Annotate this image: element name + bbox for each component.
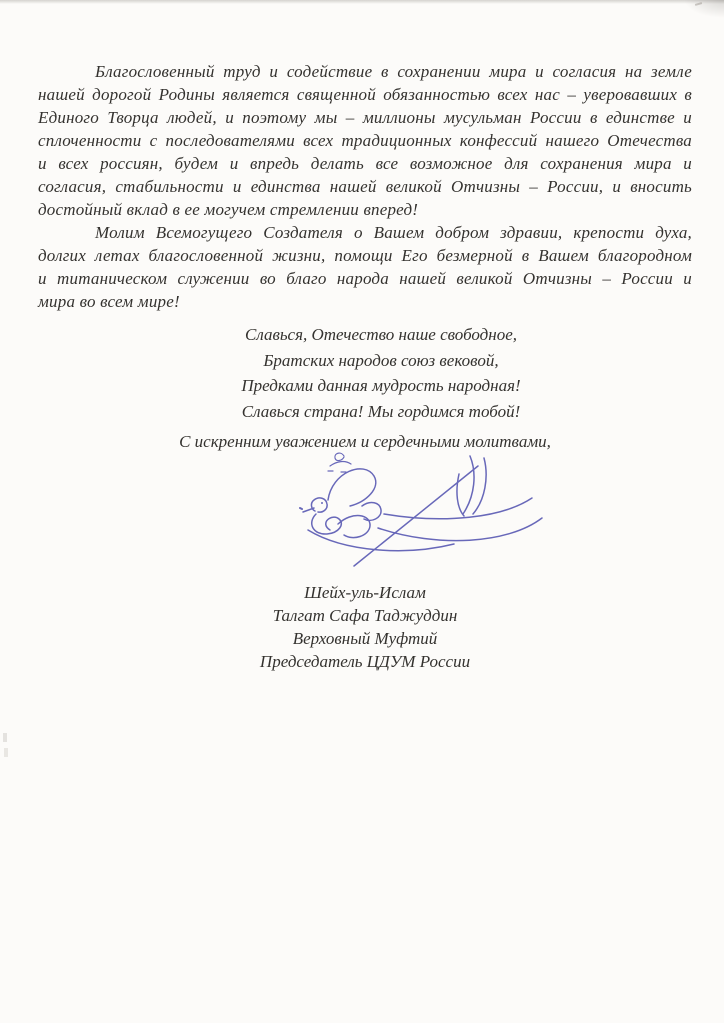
verse-line: Братских народов союз вековой, bbox=[263, 350, 499, 370]
paragraph-1-line: Единого Творца людей, и поэтому мы – миллионы мусульман России в единстве и bbox=[38, 108, 692, 127]
handwritten-signature bbox=[266, 446, 550, 574]
paragraph-2-line: Молим Всемогущего Создателя о Вашем добром здравии, крепости духа, bbox=[95, 223, 692, 242]
verse-line: Славься, Отечество наше свободное, bbox=[244, 325, 518, 344]
verse-line: Предками данная мудрость народная! bbox=[241, 376, 521, 395]
paragraph-2 bbox=[38, 221, 692, 313]
signatory-block bbox=[38, 581, 692, 673]
paragraph-1-line: и всех россиян, будем и впредь делать все возможное для сохранения мира и bbox=[38, 154, 692, 173]
paragraph-1-line: нашей дорогой Родины является священной обязанностью всех нас – уверовавших в bbox=[38, 85, 692, 104]
paragraph-1-line: сплоченности с последователями всех традиционных конфессий нашего Отечества bbox=[38, 131, 692, 150]
paragraph-1-line: Благословенный труд и содействие в сохранении мира и согласия на земле bbox=[95, 62, 692, 81]
closing-salutation: С искренним уважением и сердечными молитвами, bbox=[179, 432, 551, 451]
scan-artifact-speck bbox=[4, 748, 8, 757]
verse-line: Славься страна! Мы гордимся тобой! bbox=[241, 401, 521, 421]
paragraph-1-line: достойный вклад в ее могучем стремлении вперед! bbox=[38, 200, 419, 219]
scan-artifact-top-right-shadow bbox=[684, 0, 724, 18]
paragraph-2-line: мира во всем мире! bbox=[38, 292, 180, 311]
signatory-title-religious: Шейх-уль-Ислам bbox=[304, 583, 426, 602]
paragraph-1-line: согласия, стабильности и единства нашей великой Отчизны – России, и вносить bbox=[38, 177, 692, 196]
paragraph-1 bbox=[38, 60, 692, 221]
signature-ink-icon bbox=[266, 446, 550, 574]
paragraph-2-line: долгих летах благословенной жизни, помощи Его безмерной в Вашем благородном bbox=[38, 246, 692, 265]
letter-body bbox=[38, 60, 692, 313]
signatory-title-chairman: Председатель ЦДУМ России bbox=[259, 652, 471, 671]
scan-artifact-speck bbox=[3, 733, 7, 742]
paragraph-2-line: и титаническом служении во благо народа нашей великой Отчизны – России и bbox=[38, 269, 692, 288]
signatory-name: Талгат Сафа Таджуддин bbox=[272, 606, 458, 625]
anthem-verse bbox=[54, 322, 708, 424]
scan-artifact-top-edge bbox=[0, 0, 724, 4]
signatory-title-mufti: Верховный Муфтий bbox=[292, 629, 438, 648]
